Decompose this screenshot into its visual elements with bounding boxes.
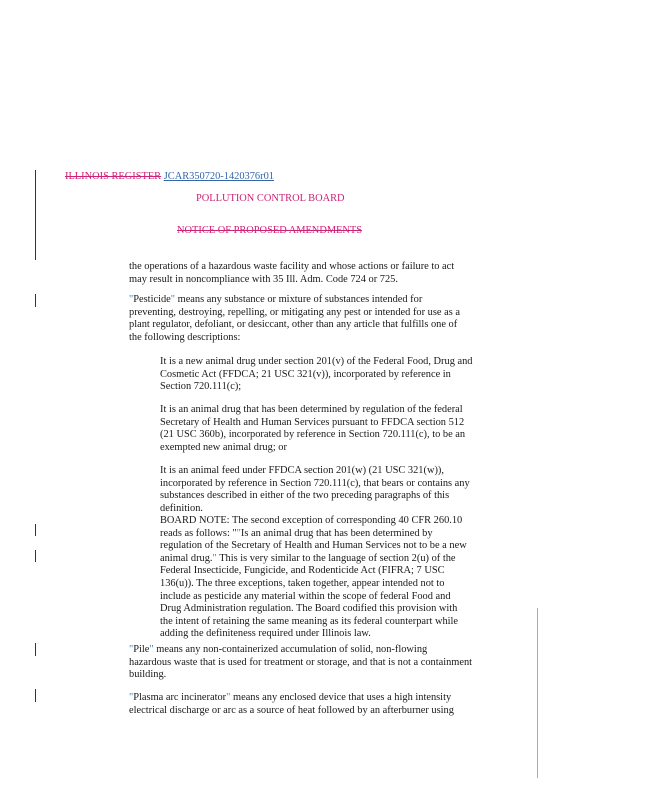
change-bar <box>35 689 36 702</box>
defined-term: Pile <box>133 644 150 655</box>
inserted-quote: " <box>129 692 134 703</box>
inserted-quote: " <box>129 644 134 655</box>
register-header <box>65 171 274 184</box>
inserted-quote: " <box>212 552 217 564</box>
exception-item-3: It is an animal feed under FFDCA section 201(w) (21 USC 321(w)), incorporated by reference in Section 720.111(c), that bears or contains any substances described in either of the two preceding paragraphs of this definition. <box>160 465 470 514</box>
right-margin-line <box>537 608 538 778</box>
inserted-mark: " <box>236 527 241 539</box>
change-bar <box>35 294 36 307</box>
change-bar <box>35 170 36 260</box>
board-note: BOARD NOTE: The second exception of corresponding 40 CFR 260.10 reads as follows: ""Is an animal drug that has been determined by regulation of the Secretary of Health and Human Services not to be a new animal drug." This is very similar to the language of section 2(u) of the Federal Insecticide, Fungicide, and Rodenticide Act (FIFRA; 7 USC 136(u)). The three exceptions, taken together, appear intended not to include as pesticide any material within the scope of federal Food and Drug Administration regulation. The Board codified this provision with the intent of retaining the same meaning as its federal counterpart while adding the definiteness required under Illinois law. <box>160 515 467 640</box>
change-bar <box>35 550 36 562</box>
intro-paragraph <box>129 261 454 286</box>
text-line: may result in noncompliance with 35 Ill. Adm. Code 724 or 725. <box>129 273 398 285</box>
text-line: preventing, destroying, repelling, or mitigating any pest or intended for use as a <box>129 306 460 318</box>
exception-item-1: It is a new animal drug under section 201(v) of the Federal Food, Drug and Cosmetic Act (FFDCA; 21 USC 321(v)), incorporated by reference in Section 720.111(c); <box>160 356 473 393</box>
defined-term: Plasma arc incinerator <box>133 692 227 703</box>
pile-definition: "Pile" means any non-containerized accumulation of solid, non-flowing hazardous waste that is used for treatment or storage, and that is not a containment building. <box>129 644 473 681</box>
board-title: POLLUTION CONTROL BOARD <box>196 193 345 204</box>
notice-title: NOTICE OF PROPOSED AMENDMENTS <box>177 225 363 236</box>
plasma-arc-definition: "Plasma arc incinerator" means any enclosed device that uses a high intensity electrical discharge or arc as a source of heat followed by an afterburner using <box>129 692 454 716</box>
defined-term: Pesticide <box>133 294 171 305</box>
text-line: the operations of a hazardous waste facility and whose actions or failure to act <box>129 261 455 272</box>
change-bar <box>35 524 36 536</box>
inserted-register-id: JCAR350720-1420376r01 <box>163 171 274 182</box>
deleted-register-title: ILLINOIS REGISTER <box>65 171 162 182</box>
change-bar <box>35 643 36 656</box>
inserted-quote: " <box>129 294 134 305</box>
text-line: plant regulator, defoliant, or desiccant, other than any article that fulfills one of <box>129 319 458 331</box>
inserted-quote: " <box>149 644 154 655</box>
exception-item-2: It is an animal drug that has been determined by regulation of the federal Secretary of Health and Human Services pursuant to FFDCA section 512 (21 USC 360b), incorporated by reference in Section 720.111(c), to be an exempted new animal drug; or <box>160 404 466 453</box>
pesticide-definition: "Pesticide" means any substance or mixture of substances intended for preventing, destroying, repelling, or mitigating any pest or intended for use as a plant regulator, defoliant, or desiccant, other than any article that fulfills one of the following descriptions: <box>129 294 460 343</box>
inserted-quote: " <box>170 294 176 305</box>
inserted-quote: " <box>226 692 231 703</box>
text-line: the following descriptions: <box>129 331 241 343</box>
